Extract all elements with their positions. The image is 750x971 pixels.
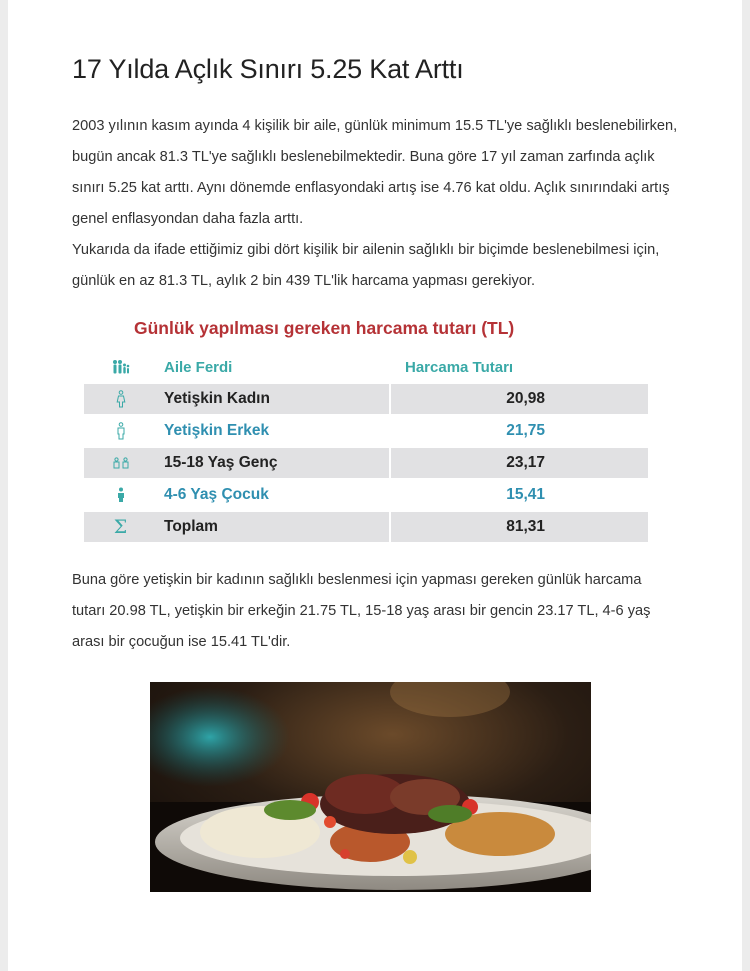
child-icon <box>84 487 157 503</box>
row-value: 81,31 <box>506 518 545 535</box>
table-row <box>84 480 648 510</box>
row-value: 21,75 <box>506 422 545 439</box>
row-label: Yetişkin Erkek <box>164 422 270 439</box>
man-icon <box>84 422 157 440</box>
row-label: 15-18 Yaş Genç <box>157 448 391 478</box>
woman-icon <box>84 384 157 414</box>
row-value: 20,98 <box>506 390 545 407</box>
paragraph-1: 2003 yılının kasım ayında 4 kişilik bir aile, günlük minimum 15.5 TL'ye sağlıklı beslenebilirken, bugün ancak 81.3 TL'ye sağlıklı beslenebilmektedir. Buna göre 17 yıl zaman zarfında açlık sınırı 5.25 kat arttı. Aynı dönemde enflasyondaki artış ise 4.76 kat oldu. Açlık sınırındaki artış genel enflasyondan daha fazla arttı. <box>72 118 678 227</box>
document-page <box>8 0 742 971</box>
table-row <box>84 416 648 446</box>
sum-icon: Σ <box>84 512 157 542</box>
food-photo <box>150 682 591 892</box>
row-label: Toplam <box>157 512 391 542</box>
row-label: Yetişkin Kadın <box>157 384 391 414</box>
expense-table <box>84 352 648 544</box>
table-row <box>84 448 648 478</box>
row-label: 4-6 Yaş Çocuk <box>164 486 269 503</box>
teen-icon <box>84 448 157 478</box>
row-value: 15,41 <box>506 486 545 503</box>
table-row <box>84 512 648 542</box>
row-value: 23,17 <box>506 454 545 471</box>
column-header-expense: Harcama Tutarı <box>405 358 514 376</box>
conclusion-text: Buna göre yetişkin bir kadının sağlıklı beslenmesi için yapması gereken günlük harcama tutarı 20.98 TL, yetişkin bir erkeğin 21.75 TL, 15-18 yaş arası bir gencin 23.17 TL, 4-6 yaş arası bir çocuğun ise 15.41 TL'dir. <box>72 572 651 650</box>
table-title: Günlük yapılması gereken harcama tutarı (TL) <box>134 318 515 338</box>
table-row <box>84 384 648 414</box>
article-title: 17 Yılda Açlık Sınırı 5.25 Kat Arttı <box>72 54 464 84</box>
paragraph-2: Yukarıda da ifade ettiğimiz gibi dört kişilik bir ailenin sağlıklı bir biçimde beslenebilmesi için, günlük en az 81.3 TL, aylık 2 bin 439 TL'lik harcama yapması gerekiyor. <box>72 242 660 289</box>
table-header-row <box>84 352 648 382</box>
family-icon <box>84 359 157 375</box>
column-header-family-member: Aile Ferdi <box>164 358 233 376</box>
intro-text <box>72 111 682 297</box>
